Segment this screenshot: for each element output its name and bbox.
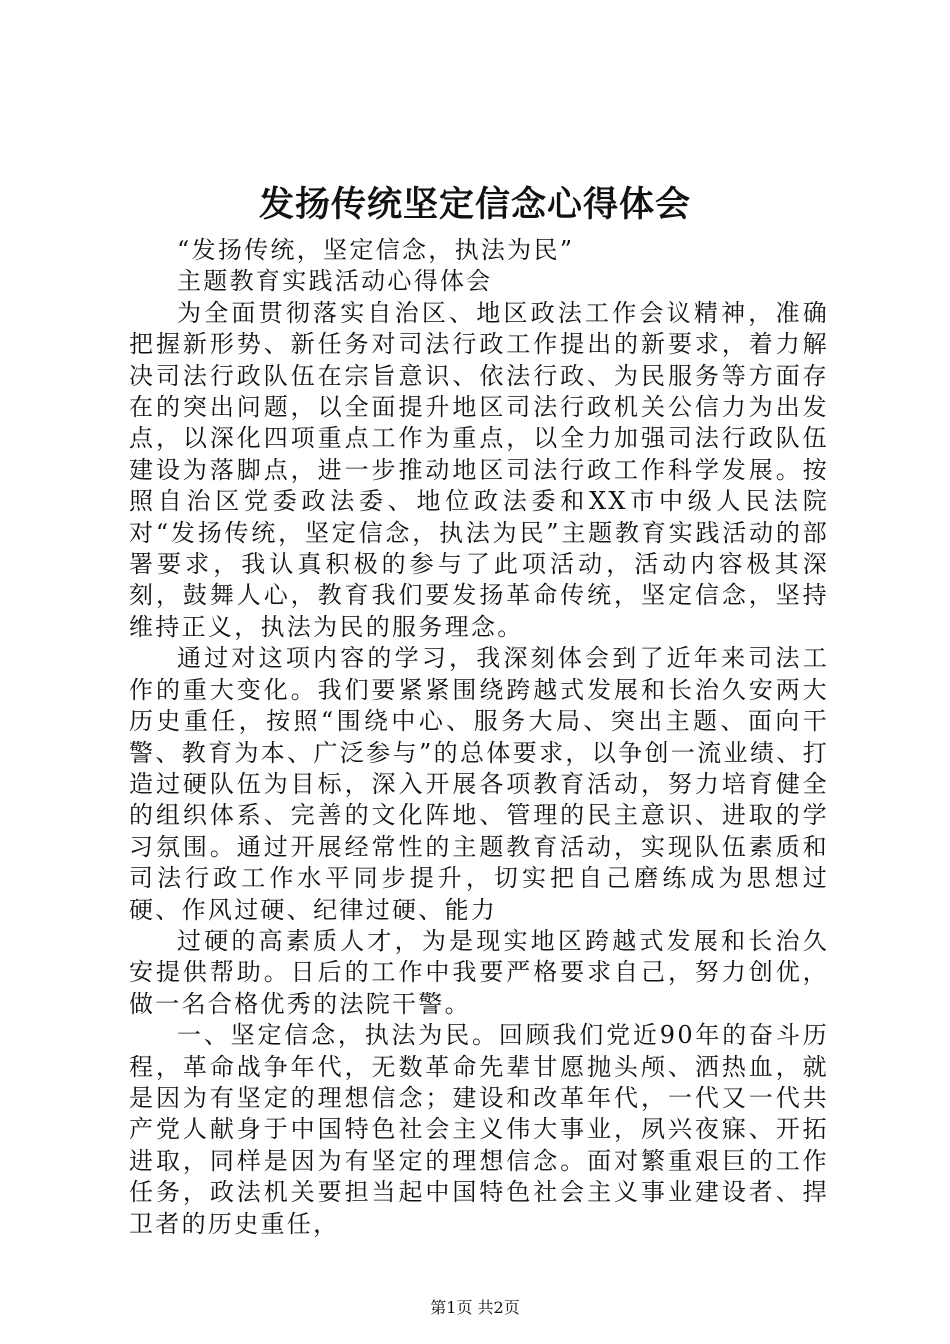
page-number-footer: 第1页 共2页 — [430, 1298, 520, 1317]
body-paragraph: 一、坚定信念，执法为民。回顾我们党近90年的奋斗历程，革命战争年代，无数革命先辈甘愿抛头颅、洒热血，就是因为有坚定的理想信念；建设和改革年代，一代又一代共产党人献身于中国特色社会主义伟大事业，夙兴夜寐、开拓进取，同样是因为有坚定的理想信念。面对繁重艰巨的工作任务，政法机关要担当起中国特色社会主义事业建设者、捍卫者的历史重任， — [129, 1021, 829, 1238]
subtitle-activity: 主题教育实践活动心得体会 — [177, 267, 493, 296]
body-paragraph: 过硬的高素质人才，为是现实地区跨越式发展和长治久安提供帮助。日后的工作中我要严格要求自己，努力创优，做一名合格优秀的法院干警。 — [129, 926, 829, 1018]
body-paragraph: 为全面贯彻落实自治区、地区政法工作会议精神，准确把握新形势、新任务对司法行政工作提出的新要求，着力解决司法行政队伍在宗旨意识、依法行政、为民服务等方面存在的突出问题，以全面提升地区司法行政机关公信力为出发点，以深化四项重点工作为重点，以全力加强司法行政队伍建设为落脚点，进一步推动地区司法行政工作科学发展。按照自治区党委政法委、地位政法委和XX市中级人民法院对“发扬传统，坚定信念，执法为民”主题教育实践活动的部署要求，我认真积极的参与了此项活动，活动内容极其深刻，鼓舞人心，教育我们要发扬革命传统，坚定信念，坚持维持正义，执法为民的服务理念。 — [129, 298, 829, 641]
document-title: 发扬传统坚定信念心得体会 — [258, 184, 691, 225]
body-paragraph: 通过对这项内容的学习，我深刻体会到了近年来司法工作的重大变化。我们要紧紧围绕跨越式发展和长治久安两大历史重任，按照“围绕中心、服务大局、突出主题、面向干警、教育为本、广泛参与”的总体要求，以争创一流业绩、打造过硬队伍为目标，深入开展各项教育活动，努力培育健全的组织体系、完善的文化阵地、管理的民主意识、进取的学习氛围。通过开展经常性的主题教育活动，实现队伍素质和司法行政工作水平同步提升，切实把自己磨练成为思想过硬、作风过硬、纪律过硬、能力 — [129, 644, 829, 924]
document-body — [129, 235, 829, 1240]
subtitle-slogan: “发扬传统，坚定信念，执法为民” — [177, 236, 575, 264]
